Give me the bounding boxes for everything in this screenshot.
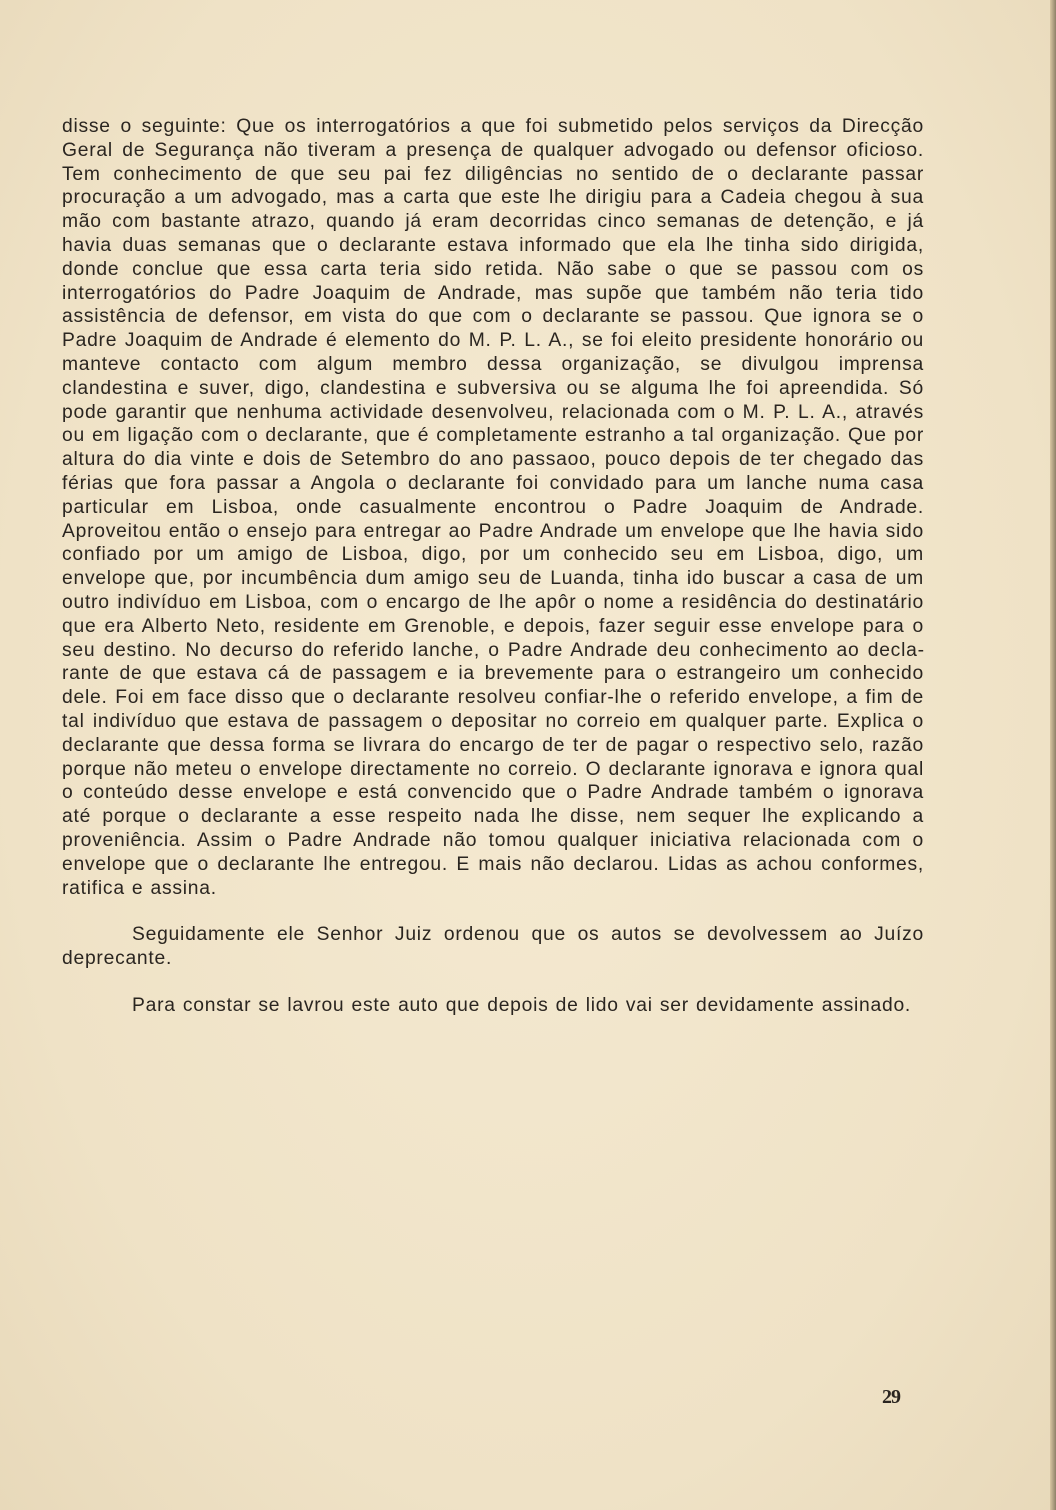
page-edge — [1050, 0, 1056, 1510]
paragraph-judge-order: Seguidamente ele Senhor Juiz ordenou que os autos se devolvessem ao Juízo deprecante. — [62, 924, 924, 970]
paragraph-testimony: disse o seguinte: Que os interrogatórios a que foi submetido pelos serviços da Direcção Geral de Segurança não tiveram a presença de qualquer advogado ou defensor oficioso. Tem conhecimento de que seu pai fez diligências no sentido de o declarante passar procuração a um advogado, mas a carta que este lhe dirigiu para a Cadeia chegou à sua mão com bastante atrazo, quando já eram decorridas cinco semanas de detenção, e já havia duas semanas que o declarante estava informado que ela lhe tinha sido dirigida, donde conclue que essa carta teria sido retida. Não sabe o que se passou com os interrogatórios do Padre Joaquim de Andrade, mas supõe que também não teria tido assistência de defensor, em vista do que com o declarante se passou. Que ignora se o Padre Joaquim de Andrade é elemento do M. P. L. A., se foi eleito presidente honorário ou manteve contacto com algum membro dessa organização, se divulgou imprensa clandestina e suver, digo, clandestina e subversiva ou se alguma lhe foi apreendida. Só pode garantir que nenhuma actividade desenvolveu, relacionada com o M. P. L. A., através ou em ligação com o declarante, que é completamente estranho a tal organização. Que por altura do dia vinte e dois de Setembro do ano passaoo, pouco depois de ter chegado das férias que fora passar a Angola o declarante foi convidado para um lanche numa casa particular em Lisboa, onde casualmente encontrou o Padre Joaquim de Andrade. Aproveitou então o ensejo para entregar ao Padre Andrade um envelope que lhe havia sido confiado por um amigo de Lisboa, digo, por um conhecido seu em Lisboa, digo, um envelope que, por incumbência dum amigo seu de Luanda, tinha ido buscar a casa de um outro indivíduo em Lisboa, com o encargo de lhe apôr o nome a residência do destinatário que era Alberto Neto, residente em Grenoble, e depois, fazer seguir esse envelope para o seu destino. No decurso do referido lanche, o Padre Andrade deu conhecimento ao declarante de que estava cá de passagem e ia brevemente para o estrangeiro um conhecido dele. Foi em face disso que o declarante resolveu confiar-lhe o referido envelope, a fim de tal indivíduo que estava de passagem o depositar no correio em qualquer parte. Explica o declarante que dessa forma se livrara do encargo de ter de pagar o respectivo selo, razão porque não meteu o envelope directamente no correio. O declarante ignorava e ignora qual o conteúdo desse envelope e está convencido que o Padre Andrade também o ignorava até porque o declarante a esse respeito nada lhe disse, nem sequer lhe explicando a proveniência. Assim o Padre Andrade não tomou qualquer iniciativa relacionada com o envelope que o declarante lhe entregou. E mais não declarou. Lidas as achou conformes, ratifica e assina. — [62, 116, 924, 899]
document-body — [62, 115, 924, 1018]
page-number: 29 — [882, 1386, 900, 1408]
paragraph-closing: Para constar se lavrou este auto que depois de lido vai ser devidamente assinado. — [132, 994, 912, 1016]
